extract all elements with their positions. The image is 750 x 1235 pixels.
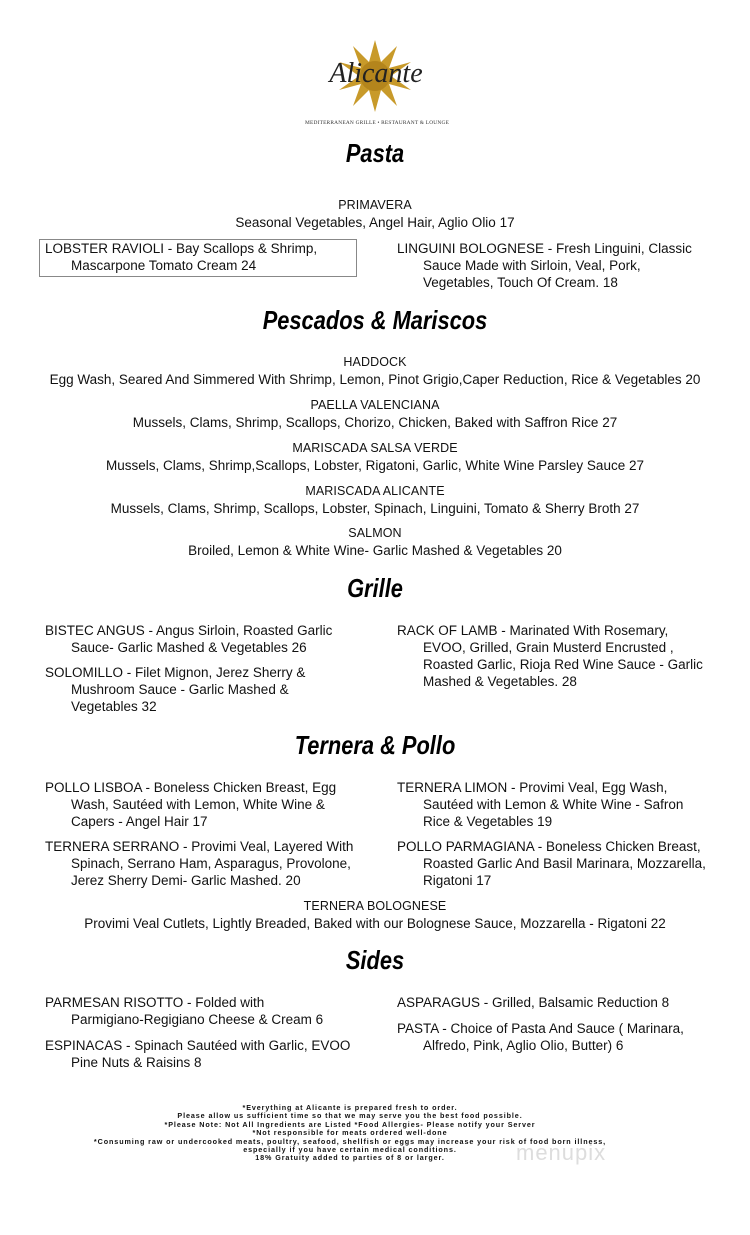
menu-item-mariscada-alicante <box>0 483 750 517</box>
menu-item-rack-of-lamb <box>397 622 703 690</box>
item-line: Vegetables, Touch Of Cream. 18 <box>423 275 618 290</box>
footer-line: *Not responsible for meats ordered well-done <box>252 1128 448 1138</box>
item-name: PRIMAVERA <box>338 198 412 212</box>
logo-name: Alicante <box>329 58 423 89</box>
item-line: Vegetables 32 <box>71 699 157 714</box>
item-name: MARISCADA ALICANTE <box>305 484 445 498</box>
item-name: TERNERA BOLOGNESE <box>303 899 447 913</box>
item-desc: Egg Wash, Seared And Simmered With Shrimp, Lemon, Pinot Grigio,Caper Reduction, Rice & Vegetables 20 <box>49 372 701 387</box>
item-name: HADDOCK <box>343 355 407 369</box>
item-line: Alfredo, Pink, Aglio Olio, Butter) 6 <box>423 1038 624 1053</box>
section-title-grille: Grille <box>347 573 403 603</box>
item-name: SALMON <box>348 526 402 540</box>
footer-line: *Please Note: Not All Ingredients are Listed *Food Allergies- Please notify your Server <box>164 1119 536 1129</box>
item-line: LINGUINI BOLOGNESE - Fresh Linguini, Classic <box>397 241 692 256</box>
item-line: ASPARAGUS - Grilled, Balsamic Reduction 8 <box>397 995 670 1010</box>
menu-item-side-pasta <box>397 1020 684 1054</box>
item-line: Mashed & Vegetables. 28 <box>423 674 577 689</box>
item-line: Roasted Garlic, Rioja Red Wine Sauce - Garlic <box>423 657 703 672</box>
item-line: POLLO PARMAGIANA - Boneless Chicken Breast, <box>397 839 701 854</box>
item-desc: Mussels, Clams, Shrimp, Scallops, Chorizo, Chicken, Baked with Saffron Rice 27 <box>132 415 618 430</box>
item-desc: Mussels, Clams, Shrimp, Scallops, Lobster, Spinach, Linguini, Tomato & Sherry Broth 27 <box>110 501 640 516</box>
item-line: POLLO LISBOA - Boneless Chicken Breast, Egg <box>45 780 337 795</box>
item-line: Roasted Garlic And Basil Marinara, Mozzarella, <box>423 856 706 871</box>
item-line: SOLOMILLO - Filet Mignon, Jerez Sherry & <box>45 665 306 680</box>
menu-item-pollo-lisboa <box>45 779 336 830</box>
item-line: TERNERA LIMON - Provimi Veal, Egg Wash, <box>397 780 668 795</box>
menu-item-bistec-angus <box>45 622 332 656</box>
item-line: EVOO, Grilled, Grain Musterd Encrusted , <box>423 640 674 655</box>
menu-item-pollo-parmagiana <box>397 838 706 889</box>
item-line: Sauce Made with Sirloin, Veal, Pork, <box>423 258 641 273</box>
section-title-sides: Sides <box>345 945 405 975</box>
item-line: Sautéed with Lemon & White Wine - Safron <box>423 797 684 812</box>
section-title-pescados: Pescados & Mariscos <box>262 305 488 335</box>
item-line: Rice & Vegetables 19 <box>423 814 553 829</box>
item-desc: Broiled, Lemon & White Wine- Garlic Mashed & Vegetables 20 <box>188 543 562 558</box>
footer-line: Please allow us sufficient time so that we may serve you the best food possible. <box>177 1111 523 1121</box>
footer-line: *Consuming raw or undercooked meats, poultry, seafood, shellfish or eggs may increase your risk of food born illness, <box>93 1136 607 1146</box>
item-line: LOBSTER RAVIOLI - Bay Scallops & Shrimp, <box>45 241 318 256</box>
menu-item-haddock <box>0 354 750 388</box>
menu-item-linguini-bolognese <box>397 240 692 291</box>
item-line: Parmigiano-Regigiano Cheese & Cream 6 <box>71 1012 324 1027</box>
menu-item-salmon <box>0 525 750 559</box>
item-line: RACK OF LAMB - Marinated With Rosemary, <box>397 623 669 638</box>
item-desc: Seasonal Vegetables, Angel Hair, Aglio Olio 17 <box>235 215 515 230</box>
item-line: Sauce- Garlic Mashed & Vegetables 26 <box>71 640 307 655</box>
footer-line: *Everything at Alicante is prepared fresh to order. <box>242 1103 458 1112</box>
footer-line: 18% Gratuity added to parties of 8 or larger. <box>255 1153 445 1163</box>
item-line: PARMESAN RISOTTO - Folded with <box>45 995 265 1010</box>
item-line: Wash, Sautéed with Lemon, White Wine & <box>71 797 325 812</box>
item-line: Mascarpone Tomato Cream 24 <box>71 258 257 273</box>
item-line: ESPINACAS - Spinach Sautéed with Garlic, EVOO <box>45 1038 351 1053</box>
menu-item-mariscada-salsa-verde <box>0 440 750 474</box>
item-line: Mushroom Sauce - Garlic Mashed & <box>71 682 289 697</box>
menu-item-solomillo <box>45 664 305 715</box>
item-line: Pine Nuts & Raisins 8 <box>71 1055 202 1070</box>
item-name: MARISCADA SALSA VERDE <box>292 441 458 455</box>
menu-item-paella <box>0 397 750 431</box>
menu-item-ternera-limon <box>397 779 683 830</box>
item-name: PAELLA VALENCIANA <box>310 398 440 412</box>
logo-tagline: MEDITERRANEAN GRILLE • RESTAURANT & LOUNGE <box>305 120 450 126</box>
watermark: menupix <box>516 1140 607 1165</box>
item-line: PASTA - Choice of Pasta And Sauce ( Marinara, <box>397 1021 684 1036</box>
menu-item-ternera-serrano <box>45 838 353 889</box>
item-line: BISTEC ANGUS - Angus Sirloin, Roasted Garlic <box>45 623 333 638</box>
menu-item-asparagus <box>397 994 669 1011</box>
section-title-ternera-pollo: Ternera & Pollo <box>294 730 456 760</box>
restaurant-logo <box>305 36 450 126</box>
item-desc: Mussels, Clams, Shrimp,Scallops, Lobster, Rigatoni, Garlic, White Wine Parsley Sauce 27 <box>106 458 644 473</box>
item-line: TERNERA SERRANO - Provimi Veal, Layered With <box>45 839 354 854</box>
menu-item-espinacas <box>45 1037 350 1071</box>
item-line: Rigatoni 17 <box>423 873 492 888</box>
menu-item-parmesan-risotto <box>45 994 323 1028</box>
item-desc: Provimi Veal Cutlets, Lightly Breaded, Baked with our Bolognese Sauce, Mozzarella - Rigatoni 22 <box>84 916 666 931</box>
item-line: Spinach, Serrano Ham, Asparagus, Provolone, <box>71 856 351 871</box>
footer-line: especially if you have certain medical conditions. <box>243 1145 457 1155</box>
menu-item-ternera-bolognese <box>0 898 750 932</box>
item-line: Jerez Sherry Demi- Garlic Mashed. 20 <box>71 873 301 888</box>
item-line: Capers - Angel Hair 17 <box>71 814 208 829</box>
section-title-pasta: Pasta <box>345 138 405 168</box>
menu-item-lobster-ravioli <box>45 240 317 274</box>
menu-item-primavera <box>0 197 750 231</box>
